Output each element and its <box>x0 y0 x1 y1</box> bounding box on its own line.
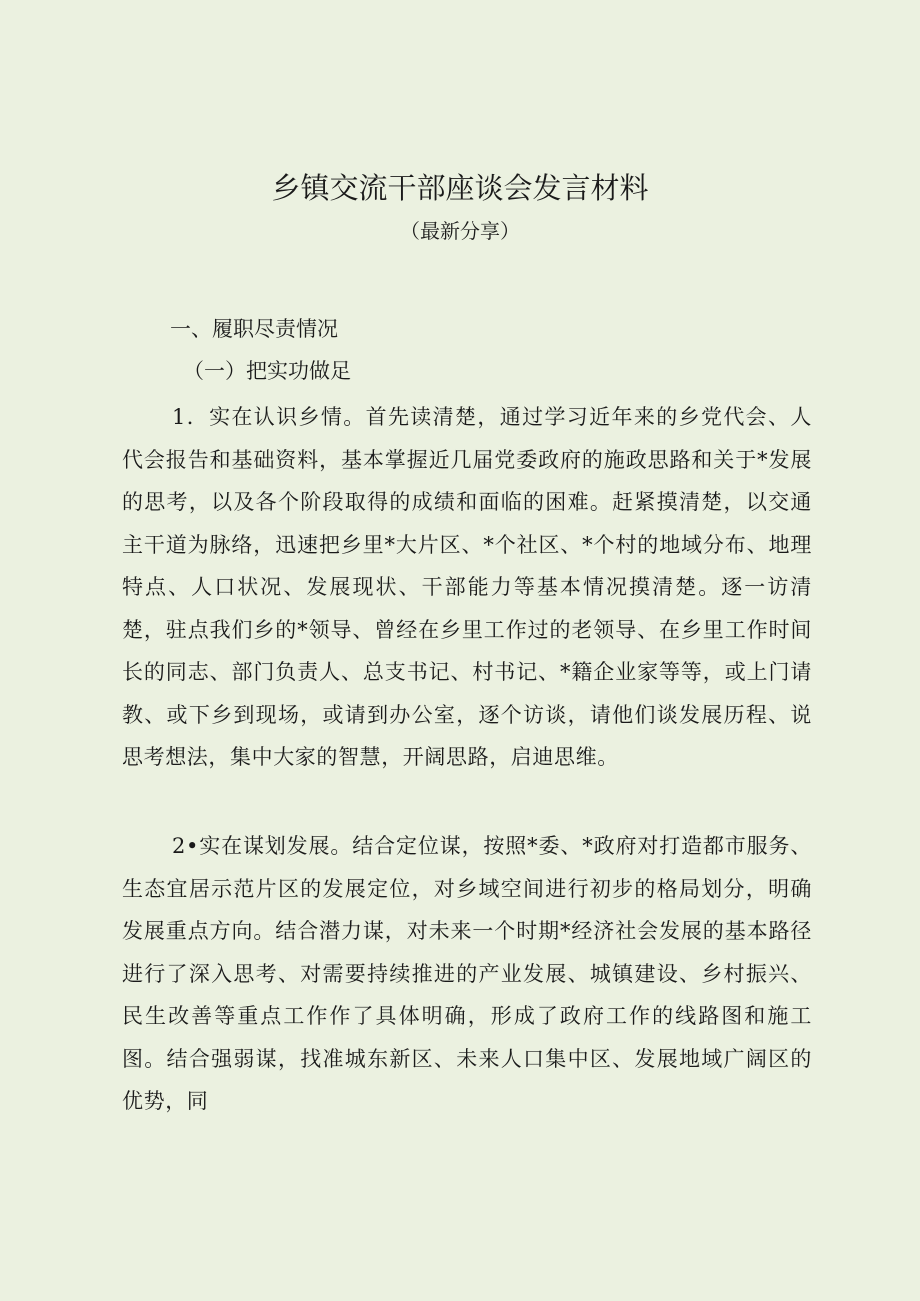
paragraph-1: 1．实在认识乡情。首先读清楚，通过学习近年来的乡党代会、人代会报告和基础资料，基本掌握近几届党委政府的施政思路和关于*发展的思考，以及各个阶段取得的成绩和面临的困难。赶紧摸清楚，以交通主干道为脉络，迅速把乡里*大片区、*个社区、*个村的地域分布、地理特点、人口状况、发展现状、干部能力等基本情况摸清楚。逐一访清楚，驻点我们乡的*领导、曾经在乡里工作过的老领导、在乡里工作时间长的同志、部门负责人、总支书记、村书记、*籍企业家等等，或上门请教、或下乡到现场，或请到办公室，逐个访谈，请他们谈发展历程、说思考想法，集中大家的智慧，开阔思路，启迪思维。 <box>122 405 812 769</box>
paragraph-2: 2•实在谋划发展。结合定位谋，按照*委、*政府对打造都市服务、生态宜居示范片区的发展定位，对乡域空间进行初步的格局划分，明确发展重点方向。结合潜力谋，对未来一个时期*经济社会发展的基本路径进行了深入思考、对需要持续推进的产业发展、城镇建设、乡村振兴、民生改善等重点工作作了具体明确，形成了政府工作的线路图和施工图。结合强弱谋，找准城东新区、未来人口集中区、发展地域广阔区的优势，同 <box>122 834 812 1113</box>
subsection-heading: （一）把实功做足 <box>183 359 351 383</box>
section-heading: 一、履职尽责情况 <box>170 317 338 341</box>
document-title: 乡镇交流干部座谈会发言材料 <box>271 171 649 205</box>
document-subtitle: （最新分享） <box>400 219 520 243</box>
